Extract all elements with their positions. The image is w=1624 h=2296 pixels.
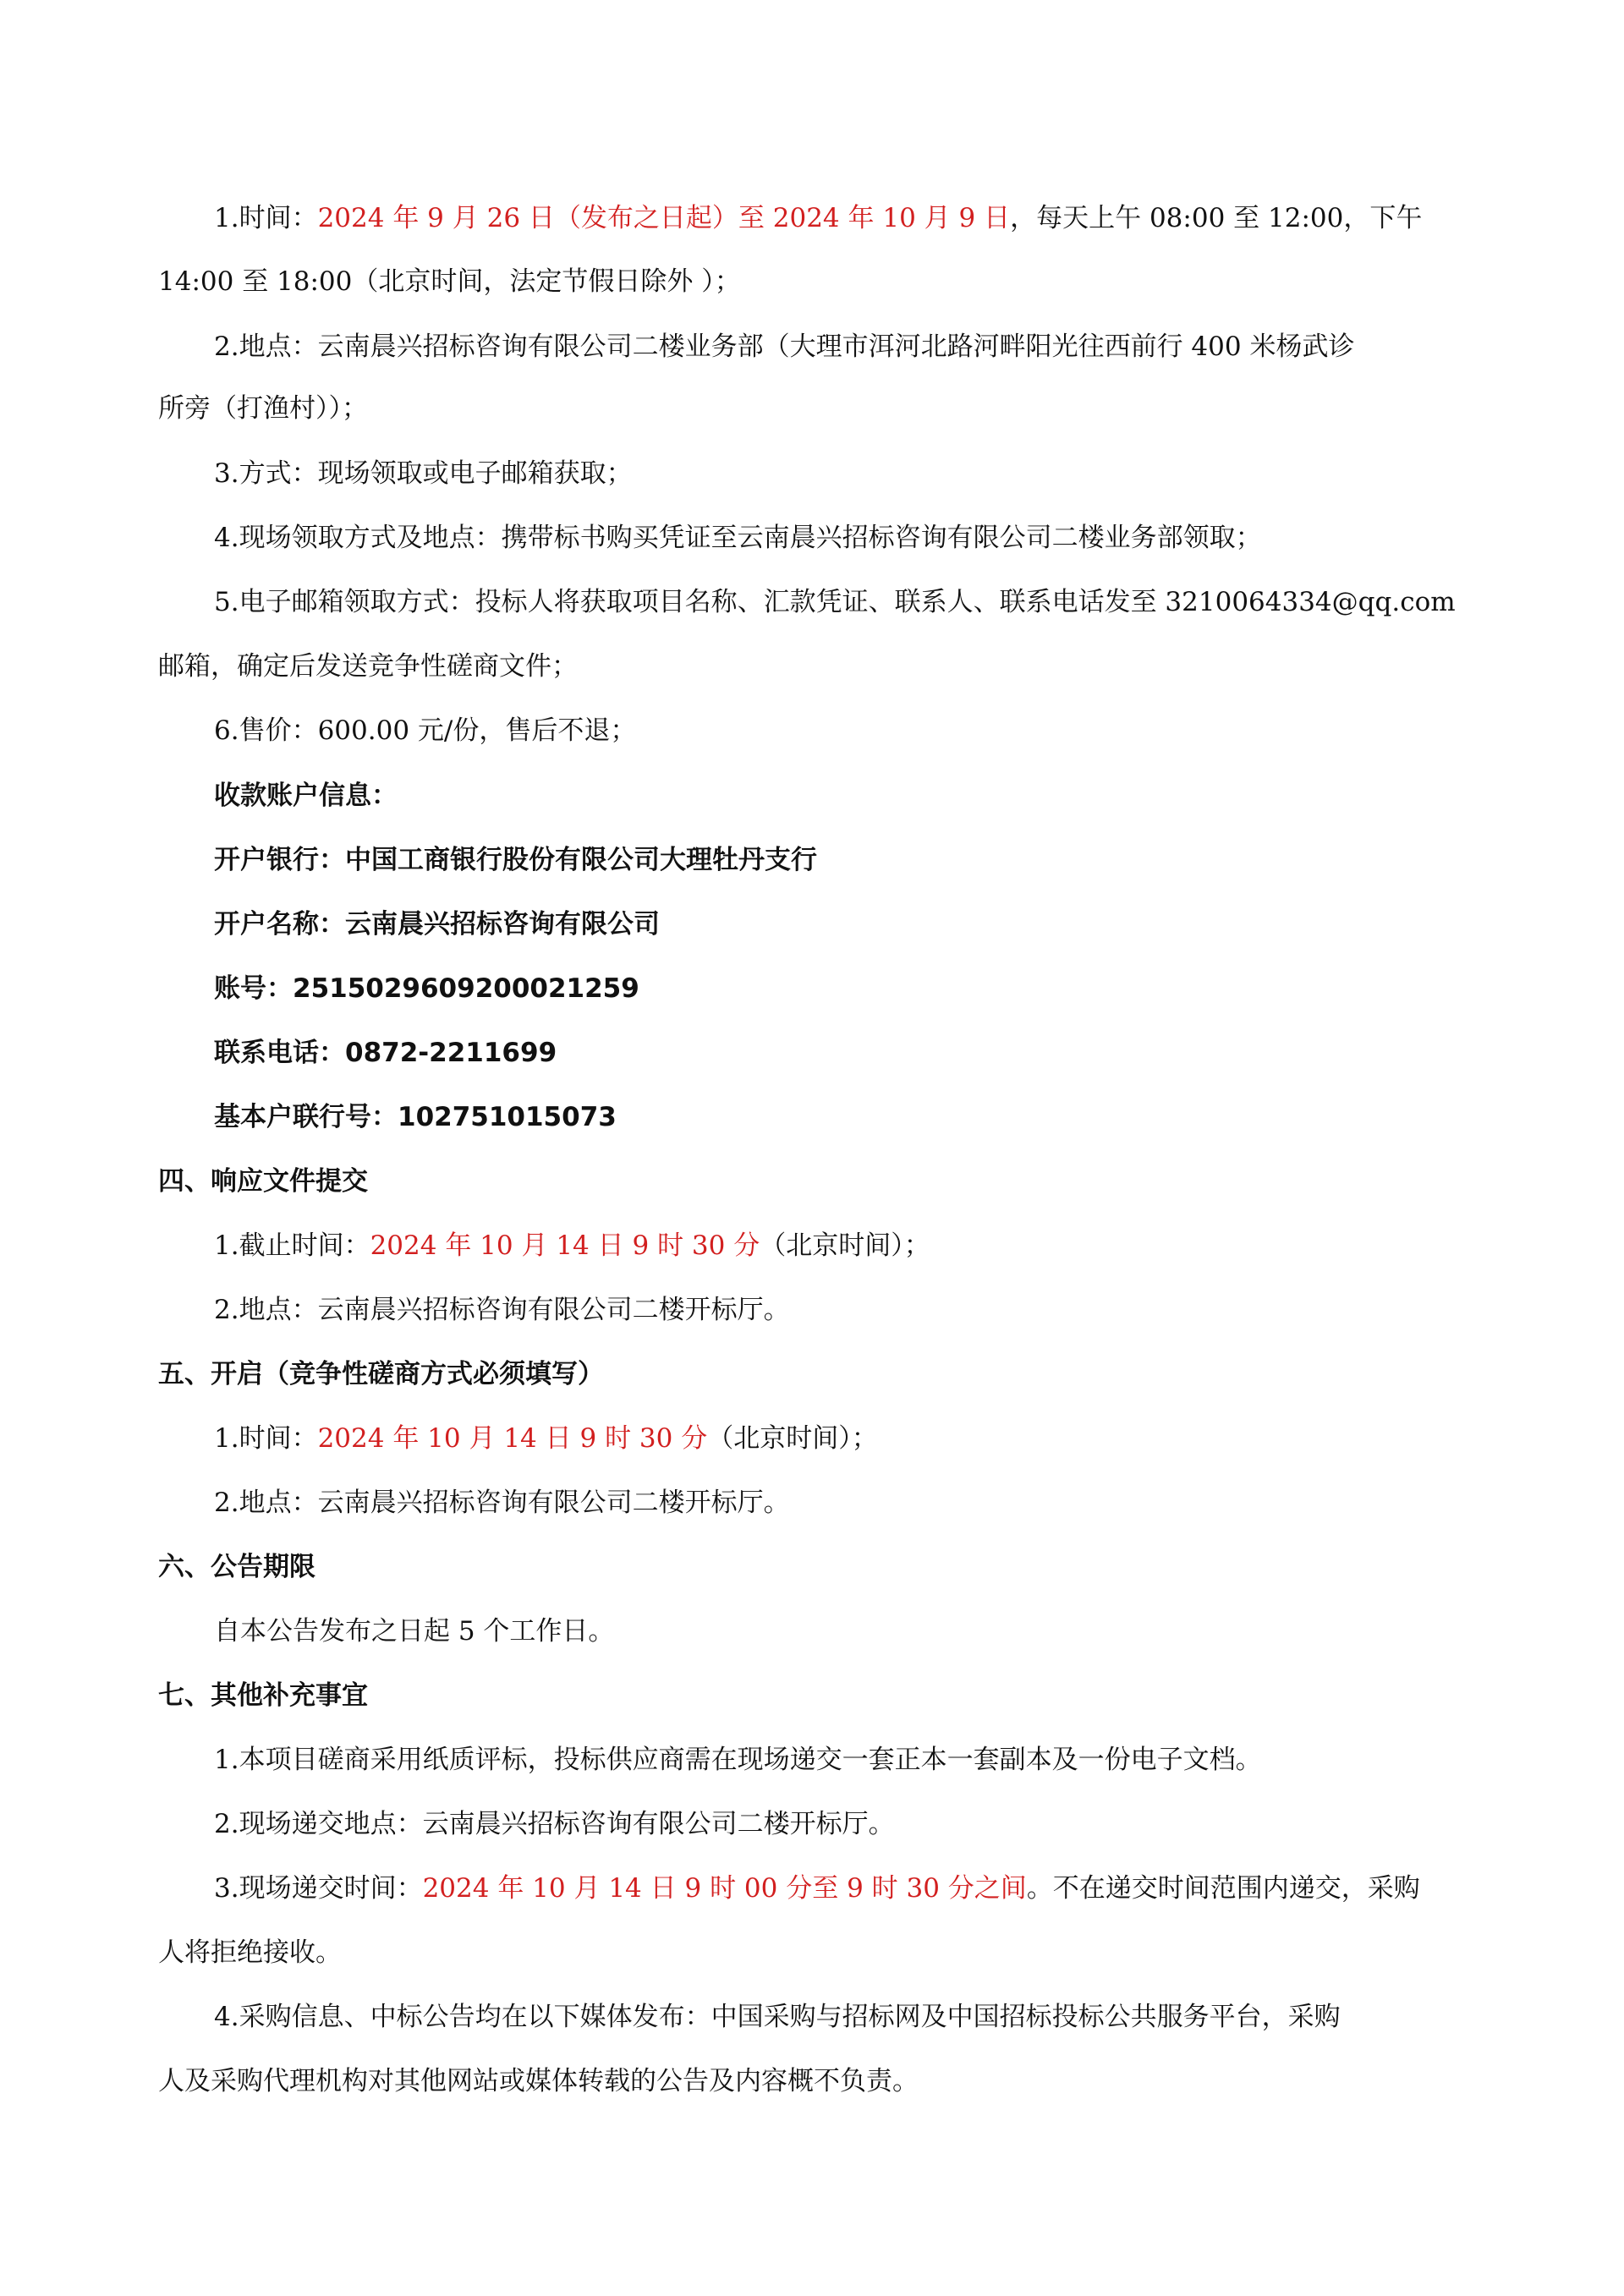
s6-period-line: 自本公告发布之日起 5 个工作日。 (214, 1616, 615, 1647)
s3-time-hours: ，每天上午 08:00 至 12:00，下午 (1010, 203, 1423, 233)
s3-price-line: 6.售价：600.00 元/份，售后不退； (214, 715, 637, 746)
s3-location-line-cont: 所旁（打渔村））； (158, 393, 368, 424)
s5-time-line (214, 1422, 878, 1455)
s7-item-3 (214, 1871, 1420, 1905)
s4-deadline-line (214, 1229, 930, 1263)
section-5-heading: 五、开启（竞争性磋商方式必须填写） (158, 1359, 604, 1389)
account-name: 开户名称：云南晨兴招标咨询有限公司 (214, 909, 660, 940)
s4-deadline-time: 2024 年 10 月 14 日 9 时 30 分 (370, 1230, 760, 1261)
s3-onsite-line: 4.现场领取方式及地点：携带标书购买凭证至云南晨兴招标咨询有限公司二楼业务部领取； (214, 523, 1262, 553)
s5-time-value: 2024 年 10 月 14 日 9 时 30 分 (317, 1423, 708, 1454)
s7-item-3-time: 2024 年 10 月 14 日 9 时 00 分至 9 时 30 分之间 (422, 1873, 1027, 1904)
s7-item-4: 4.采购信息、中标公告均在以下媒体发布：中国采购与招标网及中国招标投标公共服务平台，采购 (214, 2002, 1341, 2032)
s5-location-line: 2.地点：云南晨兴招标咨询有限公司二楼开标厅。 (214, 1488, 790, 1518)
s3-email-line: 5.电子邮箱领取方式：投标人将获取项目名称、汇款凭证、联系人、联系电话发至 3210064334@qq.com (214, 587, 1456, 617)
s7-item-3-note: 。不在递交时间范围内递交，采购 (1026, 1873, 1420, 1904)
s3-time-label: 1.时间： (214, 203, 318, 233)
s3-location-line: 2.地点：云南晨兴招标咨询有限公司二楼业务部（大理市洱河北路河畔阳光往西前行 400 米杨武诊 (214, 332, 1355, 362)
s7-item-4-cont: 人及采购代理机构对其他网站或媒体转载的公告及内容概不负责。 (158, 2066, 919, 2096)
s7-item-1: 1.本项目磋商采用纸质评标，投标供应商需在现场递交一套正本一套副本及一份电子文档。 (214, 1745, 1262, 1775)
s5-time-label: 1.时间： (214, 1423, 318, 1454)
section-7-heading: 七、其他补充事宜 (158, 1680, 368, 1711)
s4-location-line: 2.地点：云南晨兴招标咨询有限公司二楼开标厅。 (214, 1295, 790, 1325)
account-bank: 开户银行：中国工商银行股份有限公司大理牡丹支行 (214, 845, 817, 875)
account-number: 账号：2515029609200021259 (214, 973, 639, 1004)
s7-item-2: 2.现场递交地点：云南晨兴招标咨询有限公司二楼开标厅。 (214, 1809, 895, 1839)
s3-time-line (214, 201, 1422, 235)
s3-email-line-cont: 邮箱，确定后发送竞争性磋商文件； (158, 651, 578, 682)
s7-item-3-cont: 人将拒绝接收。 (158, 1937, 342, 1968)
account-phone: 联系电话：0872-2211699 (214, 1038, 557, 1068)
s5-time-tz: （北京时间）； (707, 1423, 878, 1454)
s3-time-range: 2024 年 9 月 26 日（发布之日起）至 2024 年 10 月 9 日 (317, 203, 1011, 233)
s3-time-line-cont: 14:00 至 18:00（北京时间，法定节假日除外 ）； (158, 266, 741, 297)
s7-item-3-label: 3.现场递交时间： (214, 1873, 423, 1904)
s4-deadline-label: 1.截止时间： (214, 1230, 370, 1261)
s4-deadline-tz: （北京时间）； (760, 1230, 930, 1261)
section-6-heading: 六、公告期限 (158, 1552, 315, 1582)
account-bank-code: 基本户联行号：102751015073 (214, 1102, 617, 1132)
account-info-title: 收款账户信息： (214, 781, 398, 811)
section-4-heading: 四、响应文件提交 (158, 1166, 368, 1197)
s3-method-line: 3.方式：现场领取或电子邮箱获取； (214, 458, 633, 489)
